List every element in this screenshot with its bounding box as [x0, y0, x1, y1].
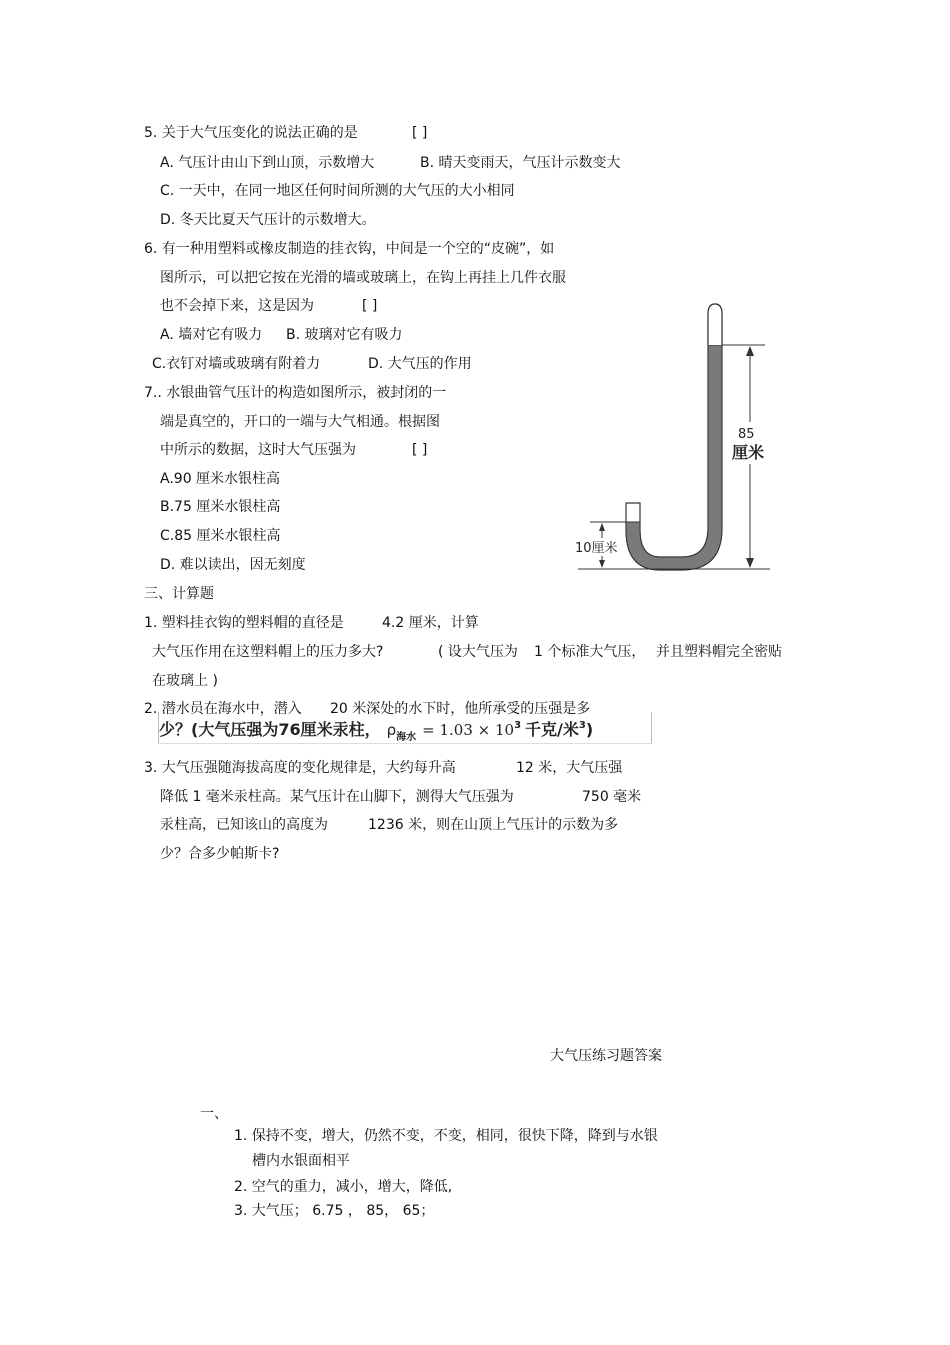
arrow-down-10 [599, 560, 605, 568]
calc1-f: 并且塑料帽完全密贴 [656, 644, 782, 660]
q7-option-b: B.75 厘米水银柱高 [160, 499, 281, 515]
calc2-a: 2. 潜水员在海水中，潜入 [144, 701, 302, 717]
q7-line3: 中所示的数据，这时大气压强为 [160, 442, 356, 458]
answer1-line1: 1. 保持不变，增大，仍然不变，不变，相同，很快下降，降到与水银 [234, 1128, 658, 1144]
answers-part1: 一、 [200, 1106, 228, 1122]
calc3-a: 3. 大气压强随海拔高度的变化规律是，大约每升高 [144, 760, 456, 776]
q6-blank: [ ] [362, 298, 378, 314]
arrow-up-10 [599, 523, 605, 531]
q5-option-c: C. 一天中，在同一地区任何时间所测的大气压的大小相同 [160, 183, 515, 199]
calc2-formula [158, 712, 652, 744]
calc1-c: 大气压作用在这塑料帽上的压力多大? [152, 644, 384, 660]
q5-option-d: D. 冬天比夏天气压计的示数增大。 [160, 212, 376, 228]
calc3-g: 少？合多少帕斯卡? [160, 846, 280, 862]
q5-stem: 5. 关于大气压变化的说法正确的是 [144, 125, 358, 141]
calc3-b: 12 米，大气压强 [516, 760, 623, 776]
unit-exponent: 3 [578, 720, 586, 731]
calc1-b: 4.2 厘米，计算 [382, 615, 479, 631]
calc3-c: 降低 1 毫米汞柱高。某气压计在山脚下，测得大气压强为 [160, 789, 514, 805]
density-value: = 1.03 × 10 [422, 721, 515, 739]
calc3-f: 1236 米，则在山顶上气压计的示数为多 [368, 817, 619, 833]
q7-option-a: A.90 厘米水银柱高 [160, 471, 281, 487]
q5-option-b: B. 晴天变雨天，气压计示数变大 [420, 155, 621, 171]
answer1-line2: 槽内水银面相平 [252, 1153, 350, 1169]
rho-symbol: ρ [386, 721, 397, 739]
calc3-e: 汞柱高，已知该山的高度为 [160, 817, 328, 833]
q6-option-a: A. 墙对它有吸力 [160, 327, 263, 343]
q6-line2: 图所示，可以把它按在光滑的墙或玻璃上，在钩上再挂上几件衣服 [160, 270, 566, 286]
calc3-d: 750 毫米 [582, 789, 642, 805]
q7-line2: 端是真空的，开口的一端与大气相通。根据图 [160, 414, 440, 430]
q7-option-d: D. 难以读出，因无刻度 [160, 557, 306, 573]
calc1-e: 1 个标准大气压， [534, 644, 646, 660]
label-cm: 厘米 [732, 443, 765, 462]
q6-line1: 6. 有一种用塑料或橡皮制造的挂衣钩，中间是一个空的“皮碗”，如 [144, 241, 555, 257]
q6-line3: 也不会掉下来，这是因为 [160, 298, 314, 314]
answer3: 3. 大气压； 6.75 ， 85， 65； [234, 1203, 435, 1219]
q5-blank: [ ] [412, 125, 428, 141]
answers-title: 大气压练习题答案 [550, 1048, 662, 1064]
mercury-column [626, 345, 722, 570]
vacuum-end [708, 304, 722, 345]
q6-option-d: D. 大气压的作用 [368, 356, 472, 372]
calc1-g: 在玻璃上 ) [152, 673, 218, 689]
label-85: 85 [738, 427, 755, 442]
arrow-down-85 [746, 558, 754, 568]
calc1-d: ( 设大气压为 [438, 644, 518, 660]
q7-blank: [ ] [412, 442, 428, 458]
q7-line1: 7.. 水银曲管气压计的构造如图所示，被封闭的一 [144, 385, 447, 401]
label-10cm: 10厘米 [575, 541, 618, 556]
section3-title: 三、计算题 [144, 586, 214, 602]
calc2-b: 20 米深处的水下时，他所承受的压强是多 [330, 701, 591, 717]
mercury-barometer-figure [570, 300, 780, 575]
q6-option-b: B. 玻璃对它有吸力 [286, 327, 403, 343]
density-exponent: 3 [514, 720, 522, 731]
answer2: 2. 空气的重力，减小，增大，降低, [234, 1179, 453, 1195]
q5-option-a: A. 气压计由山下到山顶，示数增大 [160, 155, 375, 171]
density-unit: 千克/米 [525, 720, 579, 739]
calc1-a: 1. 塑料挂衣钩的塑料帽的直径是 [144, 615, 344, 631]
formula-close: ) [585, 720, 594, 739]
formula-text: 少？(大气压强为76厘米汞柱， [159, 720, 381, 739]
arrow-up-85 [746, 346, 754, 356]
q7-option-c: C.85 厘米水银柱高 [160, 528, 281, 544]
rho-subscript: 海水 [396, 732, 417, 743]
q6-option-c: C.衣钉对墙或玻璃有附着力 [152, 356, 321, 372]
